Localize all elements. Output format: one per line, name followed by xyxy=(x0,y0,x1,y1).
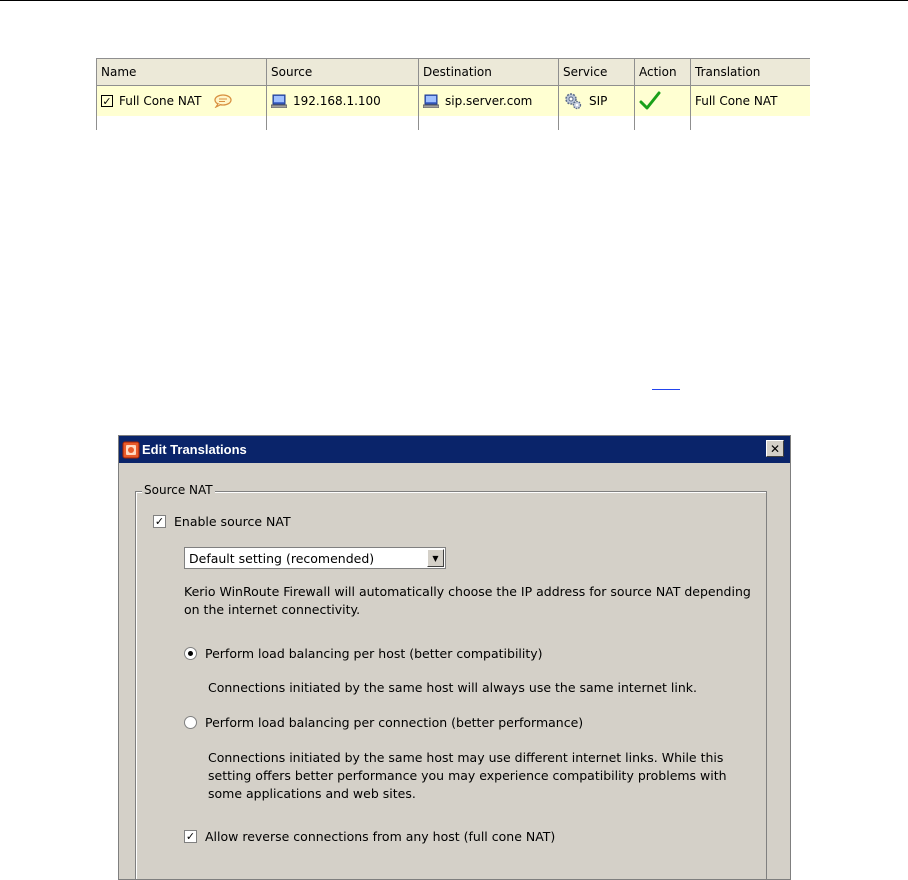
per-connection-description: Connections initiated by the same host may use different internet links. While this setting offers better performance you may experience compatibility problems with some applications and web sites. xyxy=(208,750,727,801)
allow-check-icon xyxy=(639,91,661,111)
close-icon: ✕ xyxy=(769,441,781,456)
service-value: SIP xyxy=(589,94,608,108)
cell-name xyxy=(96,86,266,116)
translation-value: Full Cone NAT xyxy=(695,94,778,108)
nat-mode-select[interactable] xyxy=(184,547,446,569)
chevron-down-icon[interactable]: ▼ xyxy=(427,549,444,567)
group-label: Source NAT xyxy=(144,483,213,497)
source-nat-group xyxy=(135,483,767,880)
per-host-description: Connections initiated by the same host will always use the same internet link. xyxy=(208,680,697,695)
rule-enabled-checkbox[interactable]: ✓ xyxy=(102,94,112,108)
enable-source-nat-checkbox[interactable]: ✓ xyxy=(154,515,165,528)
allow-reverse-label: Allow reverse connections from any host (full cone NAT) xyxy=(205,829,556,844)
cell-action xyxy=(634,86,690,116)
kerio-app-icon xyxy=(122,441,140,459)
rule-name: Full Cone NAT xyxy=(119,94,202,108)
edit-translations-dialog xyxy=(118,435,791,880)
allow-reverse-checkbox[interactable]: ✓ xyxy=(185,830,196,843)
radio-per-connection-row[interactable] xyxy=(184,715,583,730)
traffic-rules-table xyxy=(96,58,810,130)
cell-destination xyxy=(418,86,558,116)
host-icon xyxy=(423,94,439,108)
column-header-destination[interactable]: Destination xyxy=(418,59,558,85)
dialog-title: Edit Translations xyxy=(142,442,247,457)
dialog-title-bar[interactable] xyxy=(119,436,790,463)
nat-description: Kerio WinRoute Firewall will automatically choose the IP address for source NAT depending on the internet connectivity. xyxy=(184,584,751,617)
column-header-source[interactable]: Source xyxy=(266,59,418,85)
radio-per-connection-label: Perform load balancing per connection (better performance) xyxy=(205,715,584,730)
cell-service xyxy=(558,86,634,116)
host-icon xyxy=(271,94,287,108)
column-header-service[interactable]: Service xyxy=(558,59,634,85)
table-empty-area xyxy=(96,116,810,130)
table-header xyxy=(96,58,810,86)
top-divider xyxy=(0,0,908,1)
gears-icon xyxy=(563,92,583,110)
column-header-action[interactable]: Action xyxy=(634,59,690,85)
radio-per-connection[interactable] xyxy=(184,716,197,729)
allow-reverse-row[interactable] xyxy=(184,829,555,844)
link-underline xyxy=(652,389,680,390)
cell-translation xyxy=(690,86,810,116)
comment-icon xyxy=(213,94,233,108)
cell-source xyxy=(266,86,418,116)
nat-mode-value: Default setting (recomended) xyxy=(189,550,375,566)
radio-per-host[interactable] xyxy=(184,647,197,660)
column-header-name[interactable]: Name xyxy=(96,59,266,85)
destination-value: sip.server.com xyxy=(445,94,533,108)
radio-per-host-label: Perform load balancing per host (better compatibility) xyxy=(205,646,543,661)
enable-source-nat-row[interactable] xyxy=(153,514,291,529)
column-header-translation[interactable]: Translation xyxy=(690,59,810,85)
radio-per-host-row[interactable] xyxy=(184,646,543,661)
source-value: 192.168.1.100 xyxy=(293,94,381,108)
enable-source-nat-label: Enable source NAT xyxy=(174,514,291,529)
table-row[interactable] xyxy=(96,86,810,116)
close-button[interactable] xyxy=(766,440,784,457)
